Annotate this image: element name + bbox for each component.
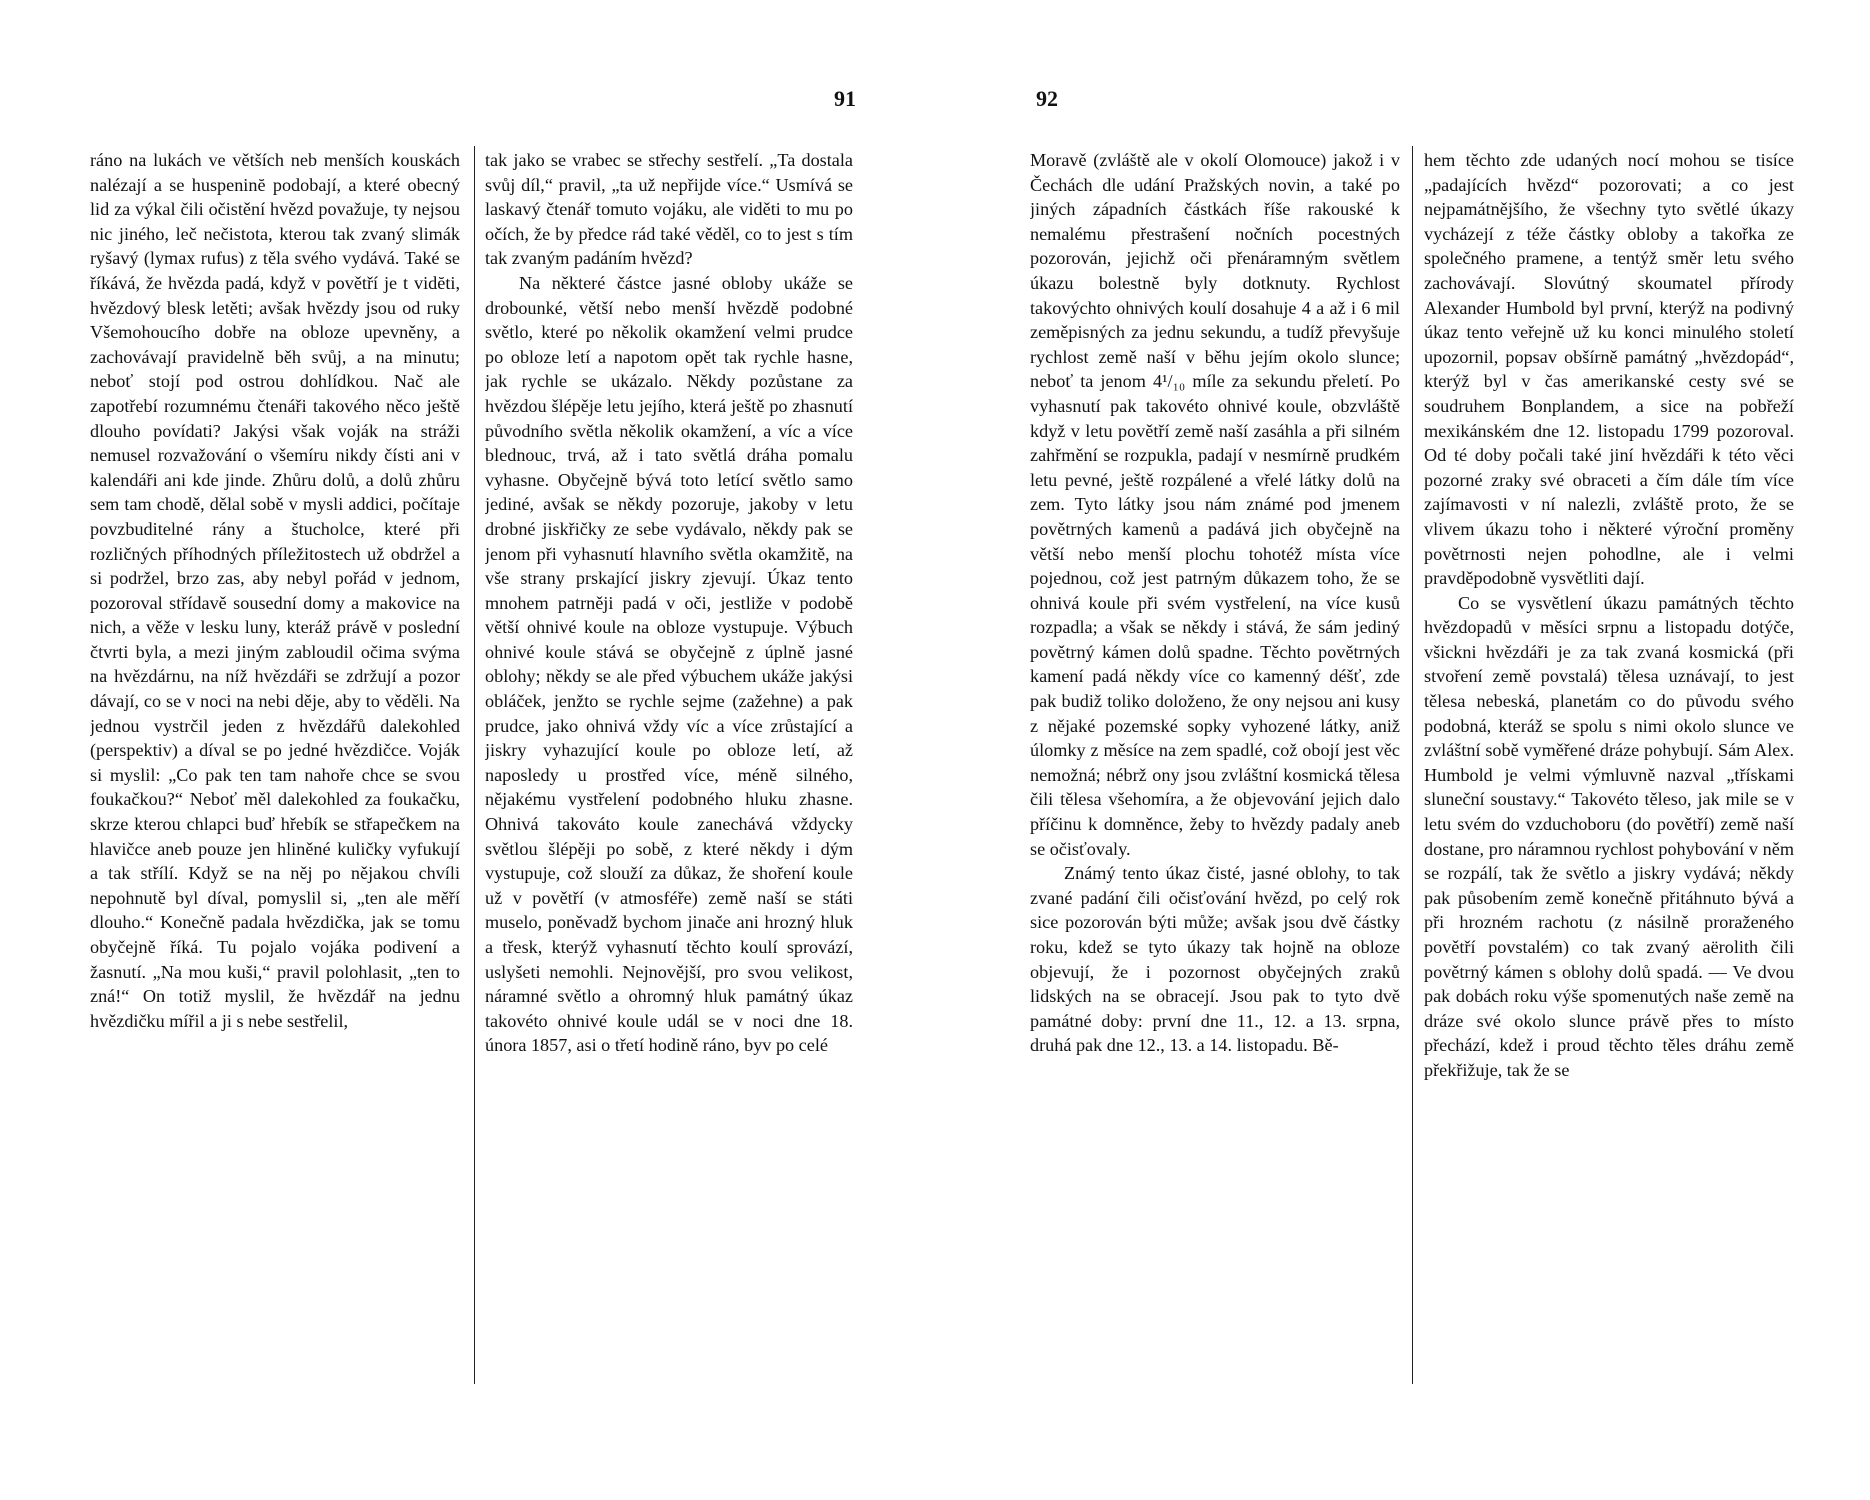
left-page-column-2 [485, 148, 853, 1448]
paragraph: Moravě (zvláště ale v okolí Olomouce) jakož i v Čechách dle udání Pražských novin, a také po jiných západních částkách říše rakouské k nemalému přestrašení nočních pocestných pozorován, jejichž oči přenáramným světlem úkazu bolestně byly dotknuty. Rychlost takovýchto ohnivých koulí dosahuje 4 a až i 6 mil zeměpisných za jednu sekundu, a tudíž převyšuje rychlost země naší v běhu jejím okolo slunce; neboť ta jenom 4¹/₁₀ míle za sekundu přeletí. Po vyhasnutí pak takovéto ohnivé koule, obzvláště když v letu povětří země naší zasáhla a při silném zahřmění se rozpukla, padají v nesmírně prudkém letu pevné, ještě rozpálené a vřelé látky dolů na zem. Tyto látky jsou nám známé pod jmenem povětrných kamenů a padává jich obyčejně na větší nebo menší plochu tohotéž místa více pojednou, což jest patrným důkazem toho, že se ohnivá koule při svém vystřelení, na více kusů rozpadla; a však se někdy i stává, že sám jediný povětrný kámen dolů spadne. Těchto povětrných kamení padá někdy více co kamenný déšť, zde pak budiž toliko doloženo, že ony nejsou ani kusy z nějaké pozemské sopky vyhozené látky, aniž úlomky z měsíce na zem spadlé, což obojí jest věc nemožná; nébrž ony jsou zvláštní kosmická tělesa čili tělesa všehomíra, a že objevování jejich dalo příčinu k domněnce, žeby to hvězdy padaly aneb se očisťovaly. [1030, 150, 1400, 859]
paragraph: hem těchto zde udaných nocí mohou se tisíce „padajících hvězd“ pozorovati; a co jest nejpamátnějšího, že všechny tyto světlé úkazy vycházejí z téže částky obloby a takořka ze společného pramene, a tentýž směr letu svého zachovávají. Slovútný skoumatel přírody Alexander Humbold byl první, kterýž na podivný úkaz tento veřejně už ku konci minulého století upozornil, popsav obšírně památný „hvězdopád“, kterýž byl v čas amerikanské cesty své se soudruhem Bonplandem, a sice na pobřeží mexikánském dne 12. listopadu 1799 pozoroval. Od té doby počali také jiní hvězdáři k této věci pozorné zraky své obraceti a čím dále tím více zajímavosti v ní nalezli, zvláště proto, že se vlivem úkazu toho i některé výroční proměny povětrnosti nejen pohodlne, ale i velmi pravděpodobně vysvětliti dají. [1424, 150, 1794, 589]
paragraph: Na některé částce jasné obloby ukáže se drobounké, větší nebo menší hvězdě podobné světlo, které po několik okamžení velmi prudce po obloze letí a napotom opět tak rychle hasne, jak rychle se ukázalo. Někdy pozůstane za hvězdou šlépěje letu jejího, která ještě po zhasnutí původního světla několik okamžení, a víc a více blednouc, trvá, až i tato světlá dráha pomalu vyhasne. Obyčejně bývá toto letící světlo samo jediné, avšak se někdy pozoruje, jakoby v letu drobné jiskřičky ze sebe vydávalo, někdy pak se jenom při vyhasnutí hlavního světla okamžitě, na vše strany prskající jiskry zjevují. Úkaz tento mnohem patrněji padá v oči, jestliže v podobě větší ohnivé koule na obloze vystupuje. Výbuch ohnivé koule stává se obyčejně z úplně jasné oblohy; někdy se ale před výbuchem ukáže jakýsi obláček, jenžto se rychle sejme (zažehne) a pak prudce, jako ohnivá vždy víc a více zrůstající a jiskry vyhazující koule po obloze letí, až naposledy u prostřed více, méně silného, nějakému vystřelení podobného hluku zhasne. Ohnivá takováto koule zanechává vždycky světlou šlépěji po sobě, z které někdy i dým vystupuje, což slouží za důkaz, že shoření koule už v povětří (v atmosféře) země naší se státi muselo, poněvadž bychom jinače ani hrozný hluk a třesk, kterýž vyhasnutí těchto koulí sprovází, uslyšeti nemohli. Nejnovější, pro svou velikost, náramné světlo a ohromný hluk památný úkaz takovéto ohnivé koule udál se v noci dne 18. února 1857, asi o třetí hodině ráno, byv po celé [485, 272, 853, 1056]
page-number-right: 92 [1036, 86, 1058, 111]
paragraph: tak jako se vrabec se střechy sestřelí. „Ta dostala svůj díl,“ pravil, „ta už nepřijde více.“ Usmívá se laskavý čtenář tomuto vojáku, ale viděti to mu po očích, že by předce rád také věděl, co to jest s tím tak zvaným padáním hvězd? [485, 150, 853, 269]
column-divider [1412, 146, 1413, 1384]
paragraph: ráno na lukách ve větších neb menších kouskách nalézají a se huspeninĕ podobají, a které obecný lid za výkal čili očistění hvězd považuje, ty nejsou nic jiného, leč nečistota, kterou tak zvaný slimák ryšavý (lymax rufus) z těla svého vydává. Také se říkává, že hvězda padá, když v povětří je t vidĕti, hvězdový blesk letěti; avšak hvězdy jsou od ruky Všemohoucího dobře na obloze upevněny, a zachovávají pravidelně běh svůj, a na minutu; neboť stojí pod ostrou dohlídkou. Nač ale zapotřebí rozumnému čtenáři takového něco ještě dlouho povídati? Jakýsi však voják na stráži nemusel rozvažování o všemíru nikdy čísti ani v kalendáři ani kde jinde. Zhůru dolů, a dolů zhůru sem tam chodě, dělal sobě v mysli addici, počítaje povzbuditelné rány a štucholce, které při rozličných příhodných příležitostech už obdržel a si podržel, brzo zas, aby nebyl pořád v jednom, pozoroval střídavě sousední domy a makovice na nich, a věže v lesku luny, kteráž právě v poslední čtvrti byla, a mezi jiným zabloudil očima svýma na hvězdárnu, na níž hvězdáři se zdržují a pozor dávají, co se v noci na nebi děje, aby to věděli. Na jednou vystrčil jeden z hvězdářů dalekohled (perspektiv) a díval se po jedné hvězdičce. Voják si myslil: „Co pak ten tam nahoře chce se svou foukačkou?“ Neboť měl dalekohled za foukačku, skrze kterou chlapci buď hřebík se střapečkem na hlavičce aneb pouze jen hliněné kuličky vyfukují a tak střílí. Když se na něj po nějakou chvíli nepohnutě byl díval, pomyslil si, „ten ale měří dlouho.“ Konečně padala hvězdička, jak se tomu obyčejně říká. Tu pojalo vojáka podivení a žasnutí. „Na mou kuši,“ pravil polohlasit, „ten to zná!“ On totiž myslil, že hvězdář na jednu hvězdičku mířil a ji s nebe sestřelil, [90, 150, 460, 1031]
column-divider [474, 146, 475, 1384]
left-page-column-1 [90, 148, 460, 1448]
right-page-column-1 [1030, 148, 1400, 1448]
paragraph: Známý tento úkaz čisté, jasné oblohy, to tak zvané padání čili očisťování hvězd, po celý rok sice pozorován býti může; avšak jsou dvě částky roku, kdež se tyto úkazy tak hojně na obloze objevují, že i pozornost obyčejných zraků lidských na se obracejí. Jsou pak to tyto dvě památné doby: první dne 11., 12. a 13. srpna, druhá pak dne 12., 13. a 14. listopadu. Bě- [1030, 863, 1400, 1056]
paragraph: Co se vysvětlení úkazu památných těchto hvězdopadů v měsíci srpnu a listopadu dotýče, všickni hvězdáři je za tak zvaná kosmická (při stvoření země povstalá) tělesa uznávají, to jest tělesa nebeská, planetám co do původu svého podobná, kteráž se spolu s nimi okolo slunce ve zvláštní sobě vyměřené dráze pohybují. Sám Alex. Humbold je velmi výmluvně nazval „třískami sluneční soustavy.“ Takovéto těleso, jak mile se v letu svém do vzduchoboru (do povětří) země naší dostane, pro náramnou rychlost pohybování v něm se rozpálí, tak že světlo a jiskry vydává; někdy pak působením země konečně přitáhnuto bývá a při hrozném rachotu (z násilně proraženého povětří povstalém) co tak zvaný aërolith čili povětrný kámen s oblohy dolů spadá. — Ve dvou pak dobách roku výše spomenutých naše země na dráze své okolo slunce právě přes to místo přechází, kdež i proud těchto těles dráhu země překřižuje, tak že se [1424, 592, 1794, 1080]
right-page-column-2 [1424, 148, 1794, 1448]
page-number-left: 91 [834, 86, 856, 111]
